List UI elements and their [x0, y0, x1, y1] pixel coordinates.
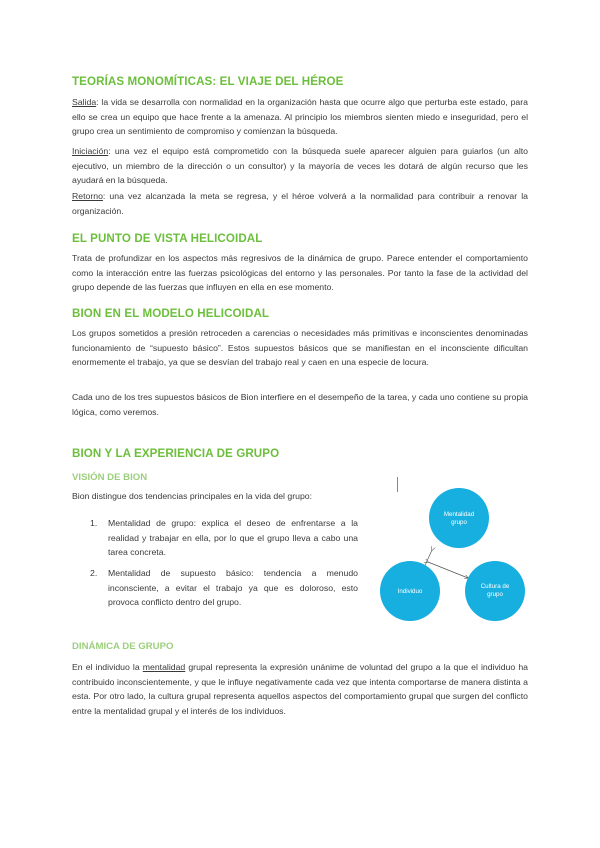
text-iniciacion: : una vez el equipo está comprometido con la búsqueda suele aparecer alguien para guiarlos (un alto ejecutivo, un miembro de la dirección o un consultor) y la mayoría de veces les dotará de algún recurso que les ayudará en la búsqueda.: [72, 146, 528, 186]
list-item-text: Mentalidad de grupo: explica el deseo de enfrentarse a la realidad y trabajar en ella, por lo que el grupo lleva a cabo una tarea concreta.: [108, 518, 358, 558]
bion-triangle-diagram: [370, 480, 540, 625]
paragraph-bion-2: Cada uno de los tres supuestos básicos de Bion interfiere en el desempeño de la tarea, y cada uno contiene su propia lógica, como veremos.: [72, 392, 528, 417]
label-cultura-de: Cultura de: [480, 583, 510, 590]
list-item-2: [90, 566, 358, 610]
list-item-1: [90, 516, 358, 560]
paragraph-salida: [72, 95, 528, 139]
circle-individuo: [380, 561, 440, 621]
heading-teorias-monomiticas: TEORÍAS MONOMÍTICAS: EL VIAJE DEL HÉROE: [72, 75, 344, 88]
heading-bion-modelo-helicoidal: BION EN EL MODELO HELICOIDAL: [72, 307, 270, 320]
subheading-dinamica-de-grupo: DINÁMICA DE GRUPO: [72, 641, 174, 652]
list-item-text: Mentalidad de supuesto básico: tendencia a menudo inconsciente, a evitar el trabajo ya que es doloroso, esto provoca conflicto dentro del grupo.: [108, 568, 358, 608]
heading-bion-experiencia-grupo: BION Y LA EXPERIENCIA DE GRUPO: [72, 447, 280, 460]
paragraph-bion-intro: Bion distingue dos tendencias principales en la vida del grupo:: [72, 491, 313, 501]
label-grupo: grupo: [451, 519, 467, 526]
term-iniciacion: Iniciación: [72, 146, 109, 156]
term-salida: Salida: [72, 97, 97, 107]
paragraph-iniciacion: [72, 144, 528, 188]
label-grupo-cultura: grupo: [487, 591, 503, 598]
circle-top-shape: [429, 488, 489, 548]
paragraph-retorno: [72, 189, 528, 218]
text-dinamica-post: grupal representa la expresión unánime de voluntad del grupo a la que el individuo ha contribuido inconscientemente, y que le influye negativamente cada vez que intenta comportarse de manera distinta a esta. Por otro lado, la cultura grupal representa aquellos aspectos del comportamiento grupal que surgen del conflicto entre la mentalidad grupal y el interés de los individuos.: [72, 662, 528, 716]
heading-punto-de-vista-helicoidal: EL PUNTO DE VISTA HELICOIDAL: [72, 232, 263, 245]
term-retorno: Retorno: [72, 191, 103, 201]
paragraph-bion-1: Los grupos sometidos a presión retroceden a carencias o necesidades más primitivas e inconscientes denominadas funcionamiento de “supuesto básico”. Estos supuestos básicos que se manifiestan en el inconsciente dificultan enormemente el trabajo, ya que se desvían del trabajo real y caen en una especie de locura.: [72, 328, 528, 368]
term-mentalidad: mentalidad: [142, 662, 186, 672]
label-individuo: Individuo: [397, 588, 423, 595]
text-dinamica-pre: En el individuo la: [72, 662, 143, 672]
text-retorno: : una vez alcanzada la meta se regresa, y el héroe volverá a la normalidad para contribuir a renovar la organización.: [72, 191, 528, 216]
paragraph-helicoidal: Trata de profundizar en los aspectos más regresivos de la dinámica de grupo. Parece entender el comportamiento como la interacción entre las fuerzas psicológicas del entorno y las personales. Por tanto la fase de la actividad del grupo depende de las fuerzas que influyen en ella en ese momento.: [72, 253, 528, 293]
list-number: 1.: [90, 518, 98, 528]
circle-mentalidad-grupo: [429, 488, 489, 548]
text-salida: : la vida se desarrolla con normalidad en la organización hasta que ocurre algo que perturba este estado, para ello se crea un equipo que hace frente a la amenaza. Al principio los miembros sienten miedo e inseguridad, pero el grupo crea un sentimiento de compromiso y comienzan la búsqueda.: [72, 97, 528, 137]
label-mentalidad: Mentalidad: [443, 511, 475, 518]
circle-cultura-grupo: [465, 561, 525, 621]
paragraph-dinamica: [72, 660, 528, 718]
subheading-vision-de-bion: VISIÓN DE BION: [72, 472, 148, 483]
list-number: 2.: [90, 568, 98, 578]
